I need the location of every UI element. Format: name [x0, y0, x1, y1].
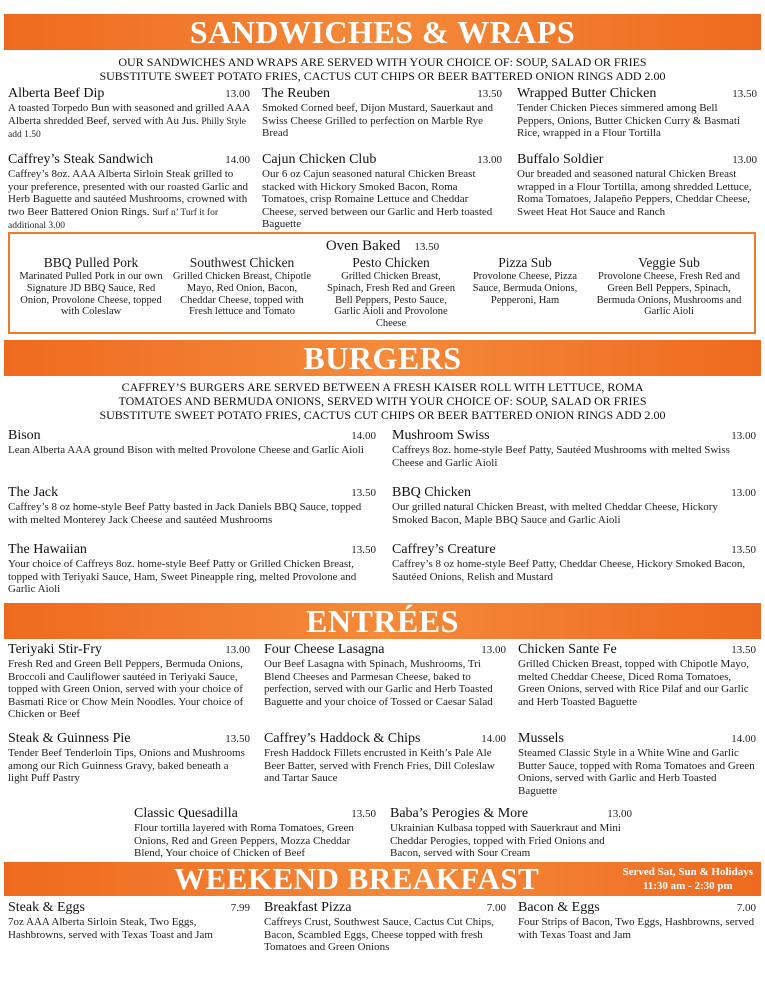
menu-item: [518, 900, 756, 941]
item-desc: Our breaded and seasoned natural Chicken Breast wrapped in a Flour Tortilla, among shredded Lettuce, Roma Tomatoes, Jalapeño Peppers, Cheddar Cheese, Sweet Heat Hot Sauce and Ranch: [517, 168, 752, 218]
oven-item-desc: Provolone Cheese, Pizza Sauce, Bermuda Onions, Pepperoni, Ham: [472, 271, 578, 306]
oven-item-name: BBQ Pulled Pork: [43, 255, 139, 270]
menu-item: [390, 806, 632, 860]
menu-item: [518, 731, 756, 797]
menu-item: [392, 428, 756, 469]
menu-item: [392, 485, 756, 526]
item-name: Buffalo Soldier: [517, 152, 604, 167]
sandwiches-note-2: SUBSTITUTE SWEET POTATO FRIES, CACTUS CUT CHIPS OR BEER BATTERED ONION RINGS ADD 2.00: [99, 69, 666, 83]
item-price: 13.00: [481, 644, 506, 656]
item-name: Caffrey’s Steak Sandwich: [8, 152, 154, 167]
item-price: 13.00: [225, 644, 250, 656]
item-desc: Tender Chicken Pieces simmered among Bell Peppers, Onions, Butter Chicken Curry & Basmati Rice, wrapped in a Flour Tortilla: [517, 102, 741, 139]
menu-item: [392, 542, 756, 583]
item-price: 13.00: [477, 154, 502, 166]
item-price: 14.00: [731, 733, 756, 745]
item-name: Classic Quesadilla: [134, 806, 238, 821]
oven-item: [588, 255, 750, 318]
oven-baked-title: Oven Baked: [325, 238, 401, 254]
item-name: Steak & Eggs: [8, 900, 85, 915]
item-name: Bison: [8, 428, 41, 443]
menu-item: [8, 542, 376, 596]
item-name: BBQ Chicken: [392, 485, 471, 500]
oven-item-desc: Marinated Pulled Pork in our own Signature JD BBQ Sauce, Red Onion, Provolone Cheese, topped with Coleslaw: [19, 271, 163, 318]
oven-item-desc: Provolone Cheese, Fresh Red and Green Bell Peppers, Spinach, Bermuda Onions, Mushrooms and Garlic Aioli: [596, 271, 742, 318]
menu-item: [8, 152, 250, 233]
item-desc: Tender Beef Tenderloin Tips, Onions and Mushrooms among our Rich Guinness Gravy, baked beneath a light Puff Pastry: [8, 747, 245, 784]
item-price: 14.00: [481, 733, 506, 745]
burgers-note-3: SUBSTITUTE SWEET POTATO FRIES, CACTUS CUT CHIPS OR BEER BATTERED ONION RINGS ADD 2.00: [99, 408, 666, 422]
item-price: 14.00: [351, 430, 376, 442]
item-extra: Surf n’ Turf it for additional 3.00: [8, 207, 219, 231]
menu-item: [264, 731, 506, 785]
burgers-banner: BURGERS: [4, 340, 761, 376]
sandwiches-banner: SANDWICHES & WRAPS: [4, 14, 761, 50]
oven-item-desc: Grilled Chicken Breast, Spinach, Fresh Red and Green Bell Peppers, Pesto Sauce, Garlic Aioli and Provolone Cheese: [326, 271, 455, 330]
item-price: 7.00: [736, 902, 756, 914]
item-price: 13.50: [225, 733, 250, 745]
oven-item-name: Pesto Chicken: [352, 255, 430, 270]
menu-item: [264, 900, 506, 954]
menu-item: [518, 642, 756, 708]
item-price: 13.50: [351, 808, 376, 820]
item-desc: Steamed Classic Style in a White Wine and Garlic Butter Sauce, topped with Roma Tomatoes and Green Onions, served with Garlic and Herb Toasted Baguette: [518, 747, 755, 797]
oven-item-desc: Grilled Chicken Breast, Chipotle Mayo, Red Onion, Bacon, Cheddar Cheese, topped with Fresh lettuce and Tomato: [172, 271, 312, 318]
item-desc: Ukrainian Kulbasa topped with Sauerkraut and Mini Cheddar Perogies, topped with Fried Onions and Bacon, served with Sour Cream: [390, 822, 621, 859]
oven-item-name: Veggie Sub: [638, 255, 700, 270]
item-price: 13.50: [731, 544, 756, 556]
item-name: Mussels: [518, 731, 564, 746]
menu-item: [8, 642, 250, 721]
oven-item: [324, 255, 458, 330]
item-desc: Caffreys 8oz. home-style Beef Patty, Sautéed Mushrooms with melted Swiss Cheese and Garlic Aioli: [392, 444, 730, 469]
menu-item: [8, 86, 250, 142]
oven-baked-price: 13.50: [414, 241, 440, 253]
item-name: Four Cheese Lasagna: [264, 642, 385, 657]
menu-item: [517, 86, 757, 140]
item-desc: Fresh Haddock Fillets encrusted in Keith’s Pale Ale Beer Batter, served with French Fries, Dill Coleslaw and Tartar Sauce: [264, 747, 495, 784]
item-name: Teriyaki Stir-Fry: [8, 642, 103, 657]
item-name: The Hawaiian: [8, 542, 87, 557]
item-desc: Smoked Corned beef, Dijon Mustard, Sauerkaut and Swiss Cheese Grilled to perfection on Marble Rye Bread: [262, 102, 493, 139]
item-name: Caffrey’s Creature: [392, 542, 496, 557]
item-desc: Our 6 oz Cajun seasoned natural Chicken Breast stacked with Hickory Smoked Bacon, Roma Tomatoes, crisp Romaine Lettuce and Cheddar Cheese, served between our Garlic and Herb toasted Baguette: [262, 168, 493, 230]
item-desc: Fresh Red and Green Bell Peppers, Bermuda Onions, Broccoli and Cauliflower sautéed in Teriyaki Sauce, topped with Green Onion, served with your choice of Basmati Rice or Chow Mein Noodles. Your choice of Chicken or Beef: [8, 658, 244, 720]
item-name: Chicken Sante Fe: [518, 642, 617, 657]
item-desc: Our Beef Lasagna with Spinach, Mushrooms, Tri Blend Cheeses and Parmesan Cheese, baked to perfection, served with our Garlic and Herb Toasted Baguette and your choice of Tossed or Caesar Salad: [264, 658, 493, 708]
item-price: 13.50: [351, 487, 376, 499]
item-price: 14.00: [225, 154, 250, 166]
item-price: 7.00: [486, 902, 506, 914]
item-desc: Flour tortilla layered with Roma Tomatoes, Green Onions, Red and Green Peppers, Mozza Cheddar Blend, Your choice of Chicken of Beef: [134, 822, 354, 859]
oven-item: [18, 255, 164, 318]
oven-item-name: Pizza Sub: [498, 255, 552, 270]
menu-item: [262, 86, 502, 140]
item-price: 13.00: [607, 808, 632, 820]
oven-item-name: Southwest Chicken: [189, 255, 295, 270]
item-desc: Caffrey’s 8oz. AAA Alberta Sirloin Steak grilled to your preference, presented with our roasted Garlic and Herb Baguette and sautéed Mushrooms, crowned with two Beer Battered Onion Rings.: [8, 168, 249, 218]
item-name: Bacon & Eggs: [518, 900, 600, 915]
item-name: The Reuben: [262, 86, 331, 101]
item-name: Cajun Chicken Club: [262, 152, 377, 167]
burgers-note-1: CAFFREY’S BURGERS ARE SERVED BETWEEN A FRESH KAISER ROLL WITH LETTUCE, ROMA: [121, 380, 644, 394]
item-price: 13.50: [732, 88, 757, 100]
item-price: 13.50: [731, 644, 756, 656]
breakfast-title: WEEKEND BREAKFAST: [174, 861, 540, 896]
menu-item: [134, 806, 376, 860]
menu-item: [8, 731, 250, 785]
item-name: Mushroom Swiss: [392, 428, 490, 443]
item-desc: Caffrey’s 8 oz home-style Beef Patty basted in Jack Daniels BBQ Sauce, topped with melted Monterey Jack Cheese and sautéed Mushrooms: [8, 501, 362, 526]
burgers-note-2: TOMATOES AND BERMUDA ONIONS, SERVED WITH YOUR CHOICE OF: SOUP, SALAD OR FRIES: [118, 394, 647, 408]
item-price: 13.00: [732, 154, 757, 166]
item-desc: Grilled Chicken Breast, topped with Chipotle Mayo, melted Cheddar Cheese, Diced Roma Tomatoes, Green Onions, served with Rice Pilaf and our Garlic and Herb Toasted Baguette: [518, 658, 749, 708]
oven-baked-header: [0, 237, 765, 255]
item-price: 7.99: [230, 902, 250, 914]
item-desc: Caffreys Crust, Southwest Sauce, Cactus Cut Chips, Bacon, Scambled Eggs, Cheese topped with fresh Tomatoes and Green Onions: [264, 916, 494, 953]
item-name: Alberta Beef Dip: [8, 86, 105, 101]
menu-item: [517, 152, 757, 218]
menu-item: [262, 152, 502, 231]
item-price: 13.50: [477, 88, 502, 100]
item-price: 13.00: [731, 487, 756, 499]
item-price: 13.00: [731, 430, 756, 442]
breakfast-hours-days: Served Sat, Sun & Holidays: [622, 866, 753, 878]
breakfast-hours: [623, 865, 754, 893]
item-price: 13.50: [351, 544, 376, 556]
menu-item: [8, 485, 376, 526]
item-name: Caffrey’s Haddock & Chips: [264, 731, 421, 746]
item-desc: 7oz AAA Alberta Sirloin Steak, Two Eggs, Hashbrowns, served with Texas Toast and Jam: [8, 916, 213, 941]
item-desc: Your choice of Caffreys 8oz. home-style Beef Patty or Grilled Chicken Breast, topped with Teriyaki Sauce, Ham, Sweet Pineapple ring, melted Provolone and Garlic Aioli: [8, 558, 357, 595]
menu-item: [264, 642, 506, 708]
item-name: Baba’s Perogies & More: [390, 806, 529, 821]
item-name: Steak & Guinness Pie: [8, 731, 131, 746]
item-desc: Lean Alberta AAA ground Bison with melted Provolone Cheese and Garlic Aioli: [8, 444, 364, 456]
item-name: Breakfast Pizza: [264, 900, 352, 915]
item-desc: Caffrey’s 8 oz home-style Beef Patty, Cheddar Cheese, Hickory Smoked Bacon, Sautéed Onions, Relish and Mustard: [392, 558, 746, 583]
item-price: 13.00: [225, 88, 250, 100]
item-extra: Philly Style add 1.50: [8, 116, 246, 140]
item-desc: Our grilled natural Chicken Breast, with melted Cheddar Cheese, Hickory Smoked Bacon, Maple BBQ Sauce and Garlic Aioli: [392, 501, 718, 526]
oven-item: [172, 255, 312, 318]
breakfast-hours-time: 11:30 am - 2:30 pm: [642, 880, 733, 892]
item-desc: A toasted Torpedo Bun with seasoned and grilled AAA Alberta shredded Beef, served with Au Jus.: [8, 102, 250, 127]
item-name: Wrapped Butter Chicken: [517, 86, 657, 101]
entrees-banner: ENTRÉES: [4, 603, 761, 639]
menu-item: [8, 900, 250, 941]
oven-item: [470, 255, 580, 306]
menu-item: [8, 428, 376, 457]
item-desc: Four Strips of Bacon, Two Eggs, Hashbrowns, served with Texas Toast and Jam: [518, 916, 755, 941]
breakfast-banner: [4, 862, 761, 896]
sandwiches-note-1: OUR SANDWICHES AND WRAPS ARE SERVED WITH YOUR CHOICE OF: SOUP, SALAD OR FRIES: [118, 55, 647, 69]
item-name: The Jack: [8, 485, 59, 500]
